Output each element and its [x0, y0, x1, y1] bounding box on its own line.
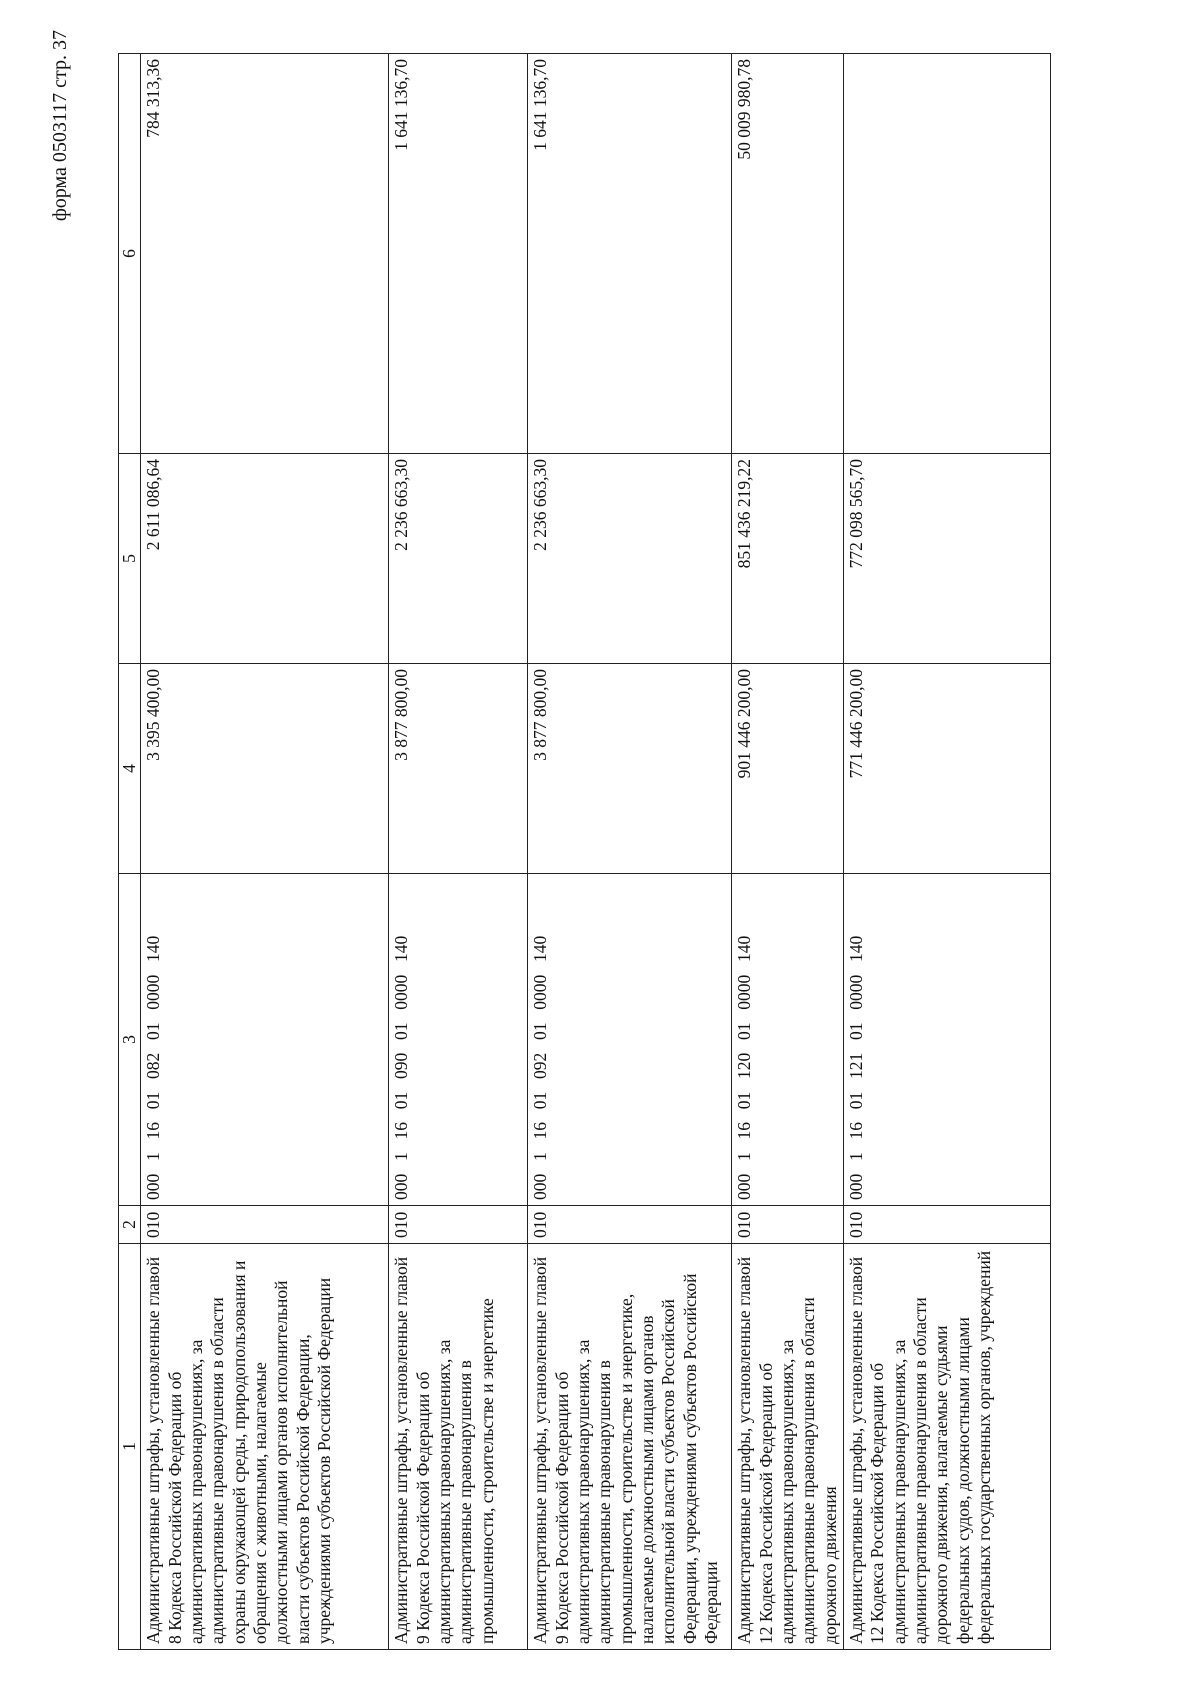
executed-value: 851 436 219,22: [732, 454, 844, 664]
executed-value: 772 098 565,70: [844, 454, 1051, 664]
line-code: 010: [141, 1206, 389, 1244]
income-code: 000 1 16 01 092 01 0000 140: [528, 874, 732, 1206]
approved-value: 3 877 800,00: [528, 664, 732, 874]
unexecuted-value: 1 641 136,70: [528, 54, 732, 454]
table-row: [389, 54, 528, 1650]
income-code: 000 1 16 01 082 01 0000 140: [141, 874, 389, 1206]
unexecuted-value: 50 009 980,78: [732, 54, 844, 454]
line-code: 010: [732, 1206, 844, 1244]
line-code: 010: [528, 1206, 732, 1244]
row-name: Административные штрафы, установленные главой 12 Кодекса Российской Федерации об административных правонарушениях, за административные правонарушения в области дорожного движения: [732, 1244, 844, 1650]
unexecuted-value: 784 313,36: [141, 54, 389, 454]
form-label: форма 0503117 стр. 37: [48, 30, 71, 222]
row-name: Административные штрафы, установленные главой 9 Кодекса Российской Федерации об административных правонарушениях, за административные правонарушения в промышленности, строительстве и энергетике, налагаемые должностными лицами органов исполнительной власти субъектов Российской Федерации, учреждениями субъектов Российской Федерации: [528, 1244, 732, 1650]
executed-value: 2 236 663,30: [528, 454, 732, 664]
income-code: 000 1 16 01 090 01 0000 140: [389, 874, 528, 1206]
table-row: [732, 54, 844, 1650]
column-header: 6: [119, 54, 141, 454]
approved-value: 901 446 200,00: [732, 664, 844, 874]
executed-value: 2 611 086,64: [141, 454, 389, 664]
executed-value: 2 236 663,30: [389, 454, 528, 664]
unexecuted-value: [844, 54, 1051, 454]
column-header: 1: [119, 1244, 141, 1650]
table-container: [118, 54, 1078, 1650]
unexecuted-value: 1 641 136,70: [389, 54, 528, 454]
approved-value: 771 446 200,00: [844, 664, 1051, 874]
column-header: 4: [119, 664, 141, 874]
rotated-table-wrapper: [118, 54, 1078, 1650]
row-name: Административные штрафы, установленные главой 9 Кодекса Российской Федерации об административных правонарушениях, за административные правонарушения в промышленности, строительстве и энергетике: [389, 1244, 528, 1650]
table-row: [844, 54, 1051, 1650]
form-header: [40, 30, 80, 290]
column-header: 3: [119, 874, 141, 1206]
column-number-row: [119, 54, 141, 1650]
table-row: [141, 54, 389, 1650]
line-code: 010: [844, 1206, 1051, 1244]
table-row: [528, 54, 732, 1650]
income-code: 000 1 16 01 120 01 0000 140: [732, 874, 844, 1206]
row-name: Административные штрафы, установленные главой 8 Кодекса Российской Федерации об административных правонарушениях, за административные правонарушения в области охраны окружающей среды, природопользования и обращения с животными, налагаемые должностными лицами органов исполнительной власти субъектов Российской Федерации, учреждениями субъектов Российской Федерации: [141, 1244, 389, 1650]
approved-value: 3 877 800,00: [389, 664, 528, 874]
column-header: 5: [119, 454, 141, 664]
income-code: 000 1 16 01 121 01 0000 140: [844, 874, 1051, 1206]
row-name: Административные штрафы, установленные главой 12 Кодекса Российской Федерации об административных правонарушениях, за административные правонарушения в области дорожного движения, налагаемые судьями федеральных судов, должностными лицами федеральных государственных органов, учреждений: [844, 1244, 1051, 1650]
income-table: [118, 53, 1051, 1650]
approved-value: 3 395 400,00: [141, 664, 389, 874]
line-code: 010: [389, 1206, 528, 1244]
column-header: 2: [119, 1206, 141, 1244]
